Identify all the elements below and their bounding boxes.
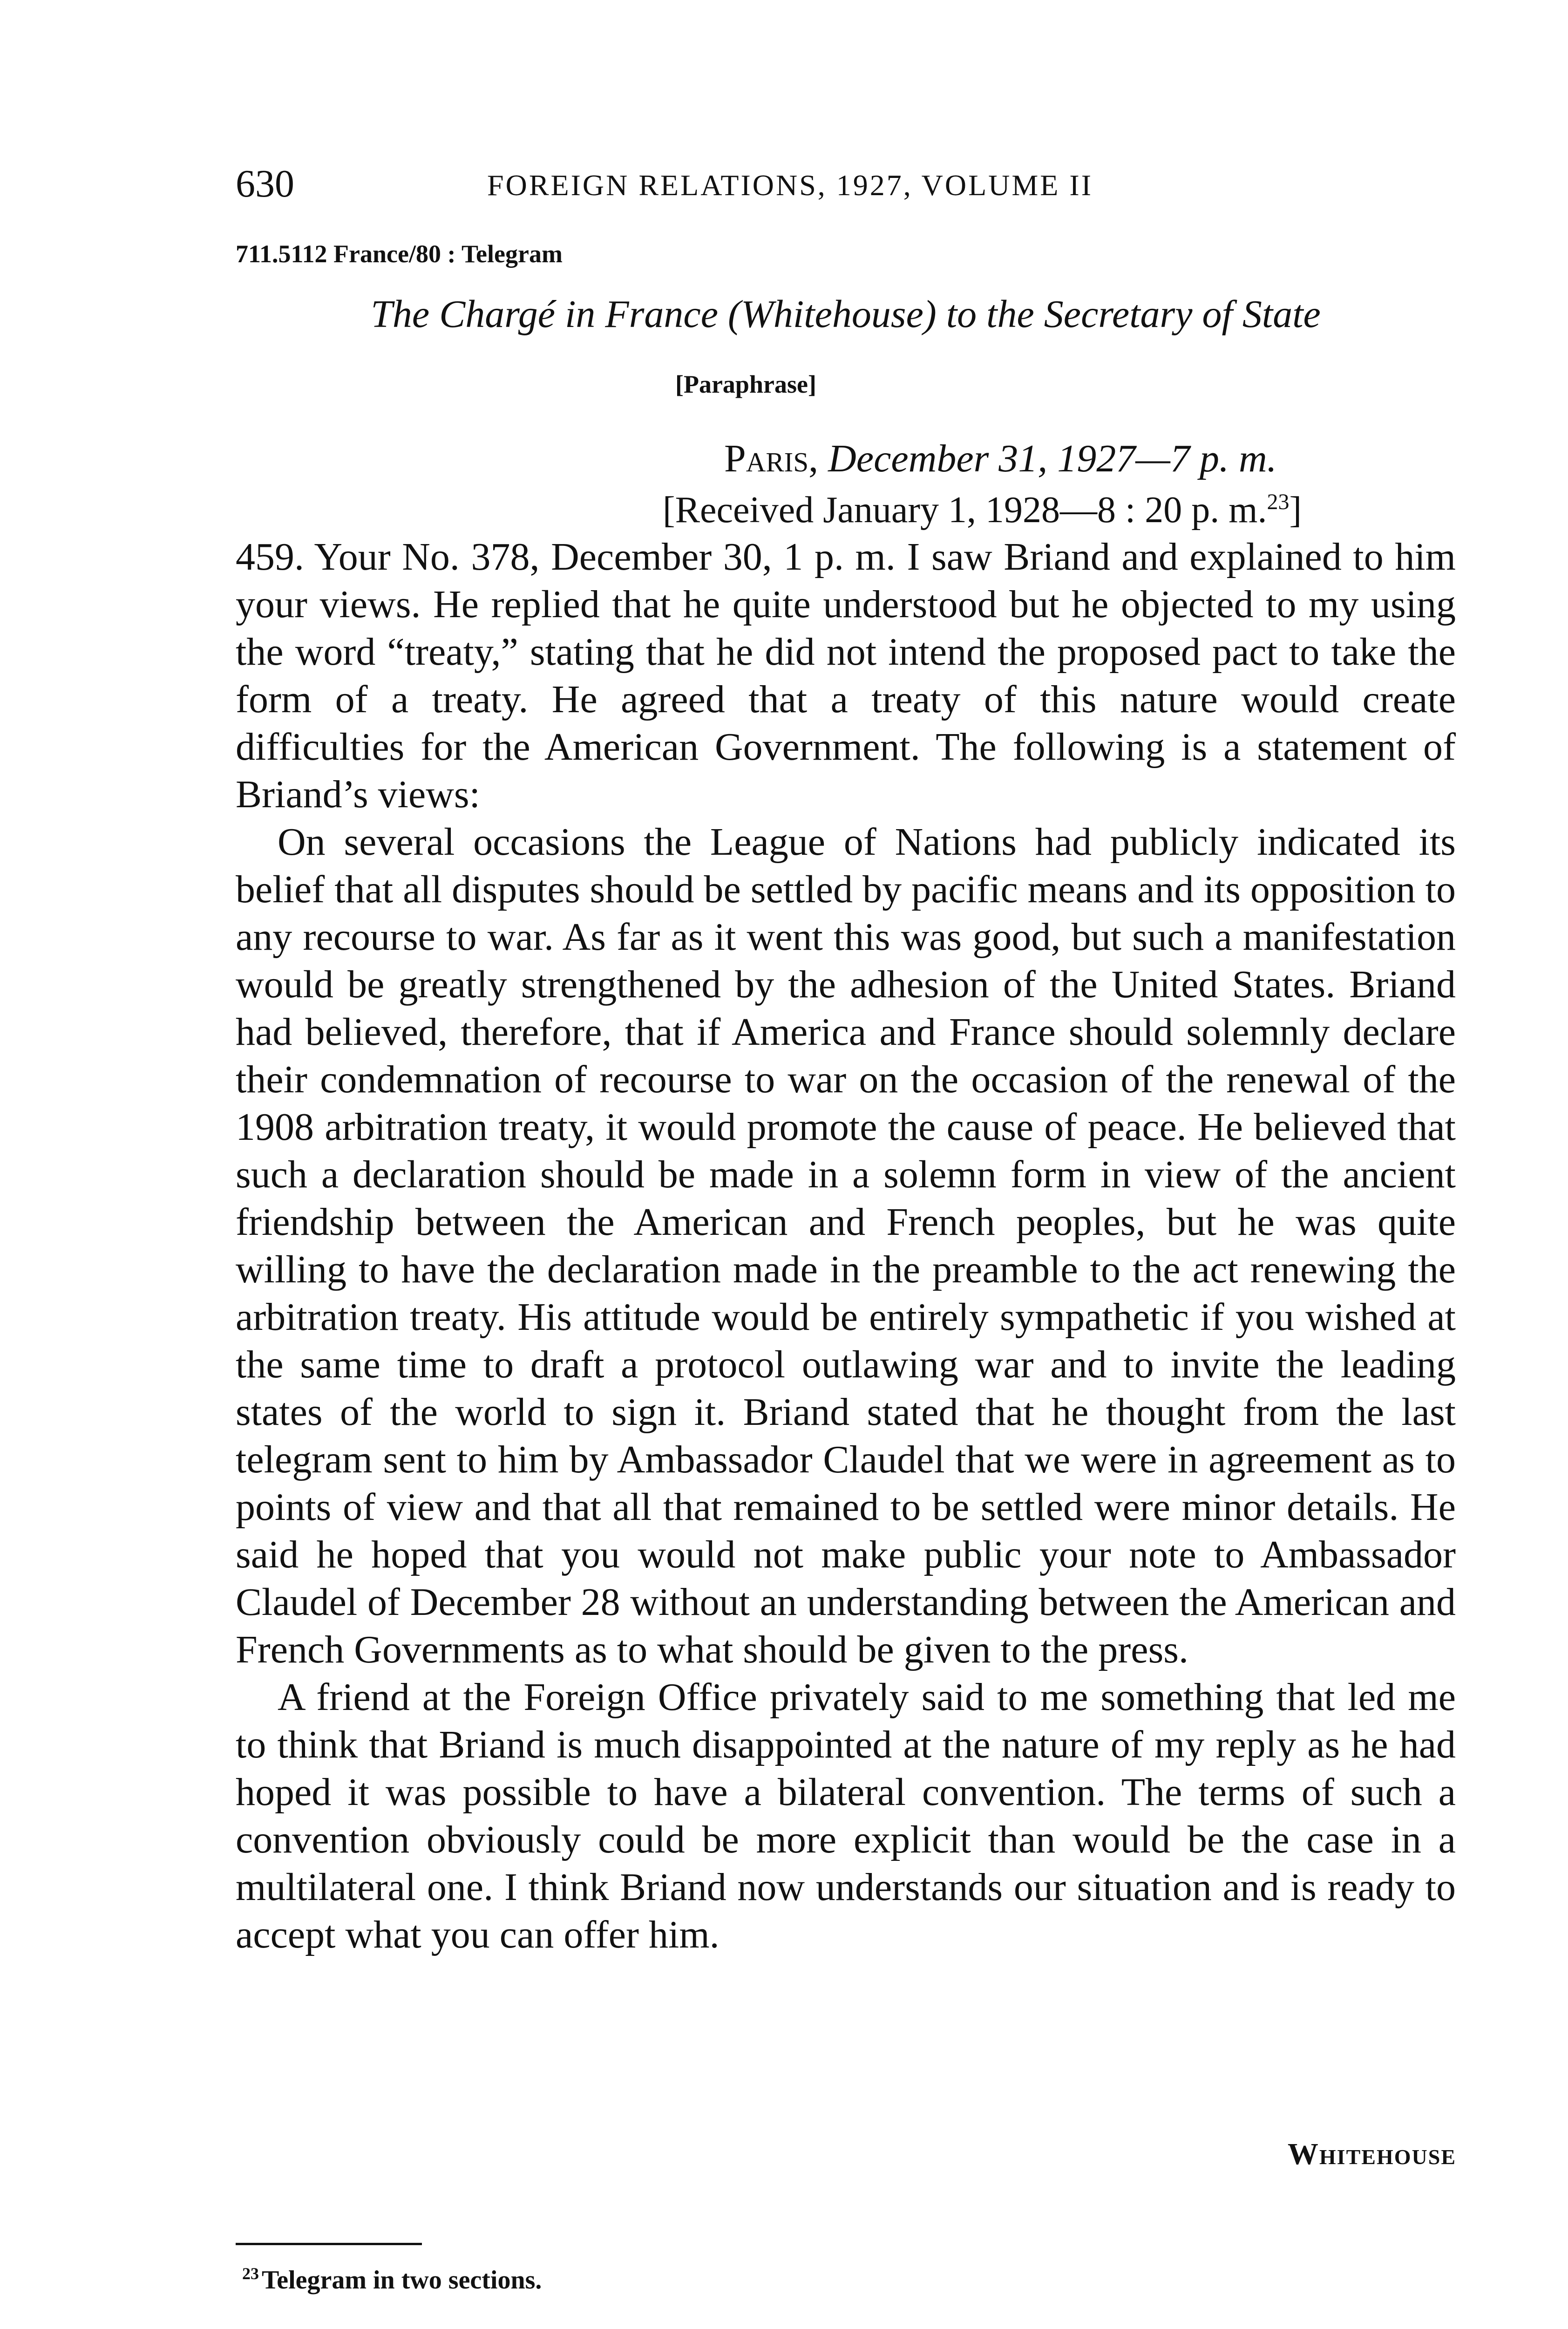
running-head: FOREIGN RELATIONS, 1927, VOLUME II	[487, 169, 1093, 202]
dateline-place: Paris,	[724, 437, 819, 480]
paraphrase-label: [Paraphrase]	[675, 370, 816, 398]
signature: Whitehouse	[1287, 2137, 1456, 2171]
footnote-text: Telegram in two sections.	[262, 2266, 542, 2295]
footnote-divider	[236, 2243, 422, 2245]
received-close: ]	[1289, 490, 1302, 531]
document-title: The Chargé in France (Whitehouse) to the Secretary of State	[371, 293, 1321, 336]
page-number: 630	[236, 162, 294, 205]
dateline	[724, 436, 1277, 482]
paragraph-2: On several occasions the League of Nations had publicly indicated its belief that all disputes should be settled by pacific means and its opposition to any recourse to war. As far as it went this was good, but such a manifestation would be greatly strengthened by the adhesion of the United States. Briand had believed, therefore, that if America and France should solemnly declare their condemnation of recourse to war on the occasion of the renewal of the 1908 arbitration treaty, it would promote the cause of peace. He believed that such a declaration should be made in a solemn form in view of the ancient friendship between the American and French peoples, but he was quite willing to have the declaration made in the preamble to the act renewing the arbitration treaty. His attitude would be entirely sympathetic if you wished at the same time to draft a protocol outlawing war and to invite the leading states of the world to sign it. Briand stated that he thought from the last telegram sent to him by Ambassador Claudel that we were in agreement as to points of view and that all that remained to be settled were minor details. He said he hoped that you would not make public your note to Ambassador Claudel of December 28 without an understanding between the American and French Governments as to what should be given to the press.	[236, 820, 1456, 1671]
file-reference: 711.5112 France/80 : Telegram	[236, 240, 563, 268]
received-line	[663, 487, 1302, 533]
footnote	[242, 2261, 542, 2299]
paragraph-3: A friend at the Foreign Office privately said to me something that led me to think that Briand is much disappointed at the nature of my reply as he had hoped it was possible to have a bilateral convention. The terms of such a convention obviously could be more explicit than would be the case in a multilateral one. I think Briand now understands our situation and is ready to accept what you can offer him.	[236, 1675, 1456, 1956]
footnote-reference: 23	[1267, 490, 1290, 514]
paragraph-1: 459. Your No. 378, December 30, 1 p. m. I saw Briand and explained to him your views. He replied that he quite understood but he objected to my using the word “treaty,” stating that he did not intend the proposed pact to take the form of a treaty. He agreed that a treaty of this nature would create difficulties for the American Government. The following is a statement of Briand’s views:	[236, 535, 1456, 816]
page-header	[236, 158, 1456, 210]
footnote-number: 23	[242, 2264, 259, 2283]
received-text: [Received January 1, 1928—8 : 20 p. m.	[663, 490, 1267, 531]
dateline-date: December 31, 1927—7 p. m.	[828, 437, 1277, 480]
telegram-body	[236, 533, 1456, 1959]
